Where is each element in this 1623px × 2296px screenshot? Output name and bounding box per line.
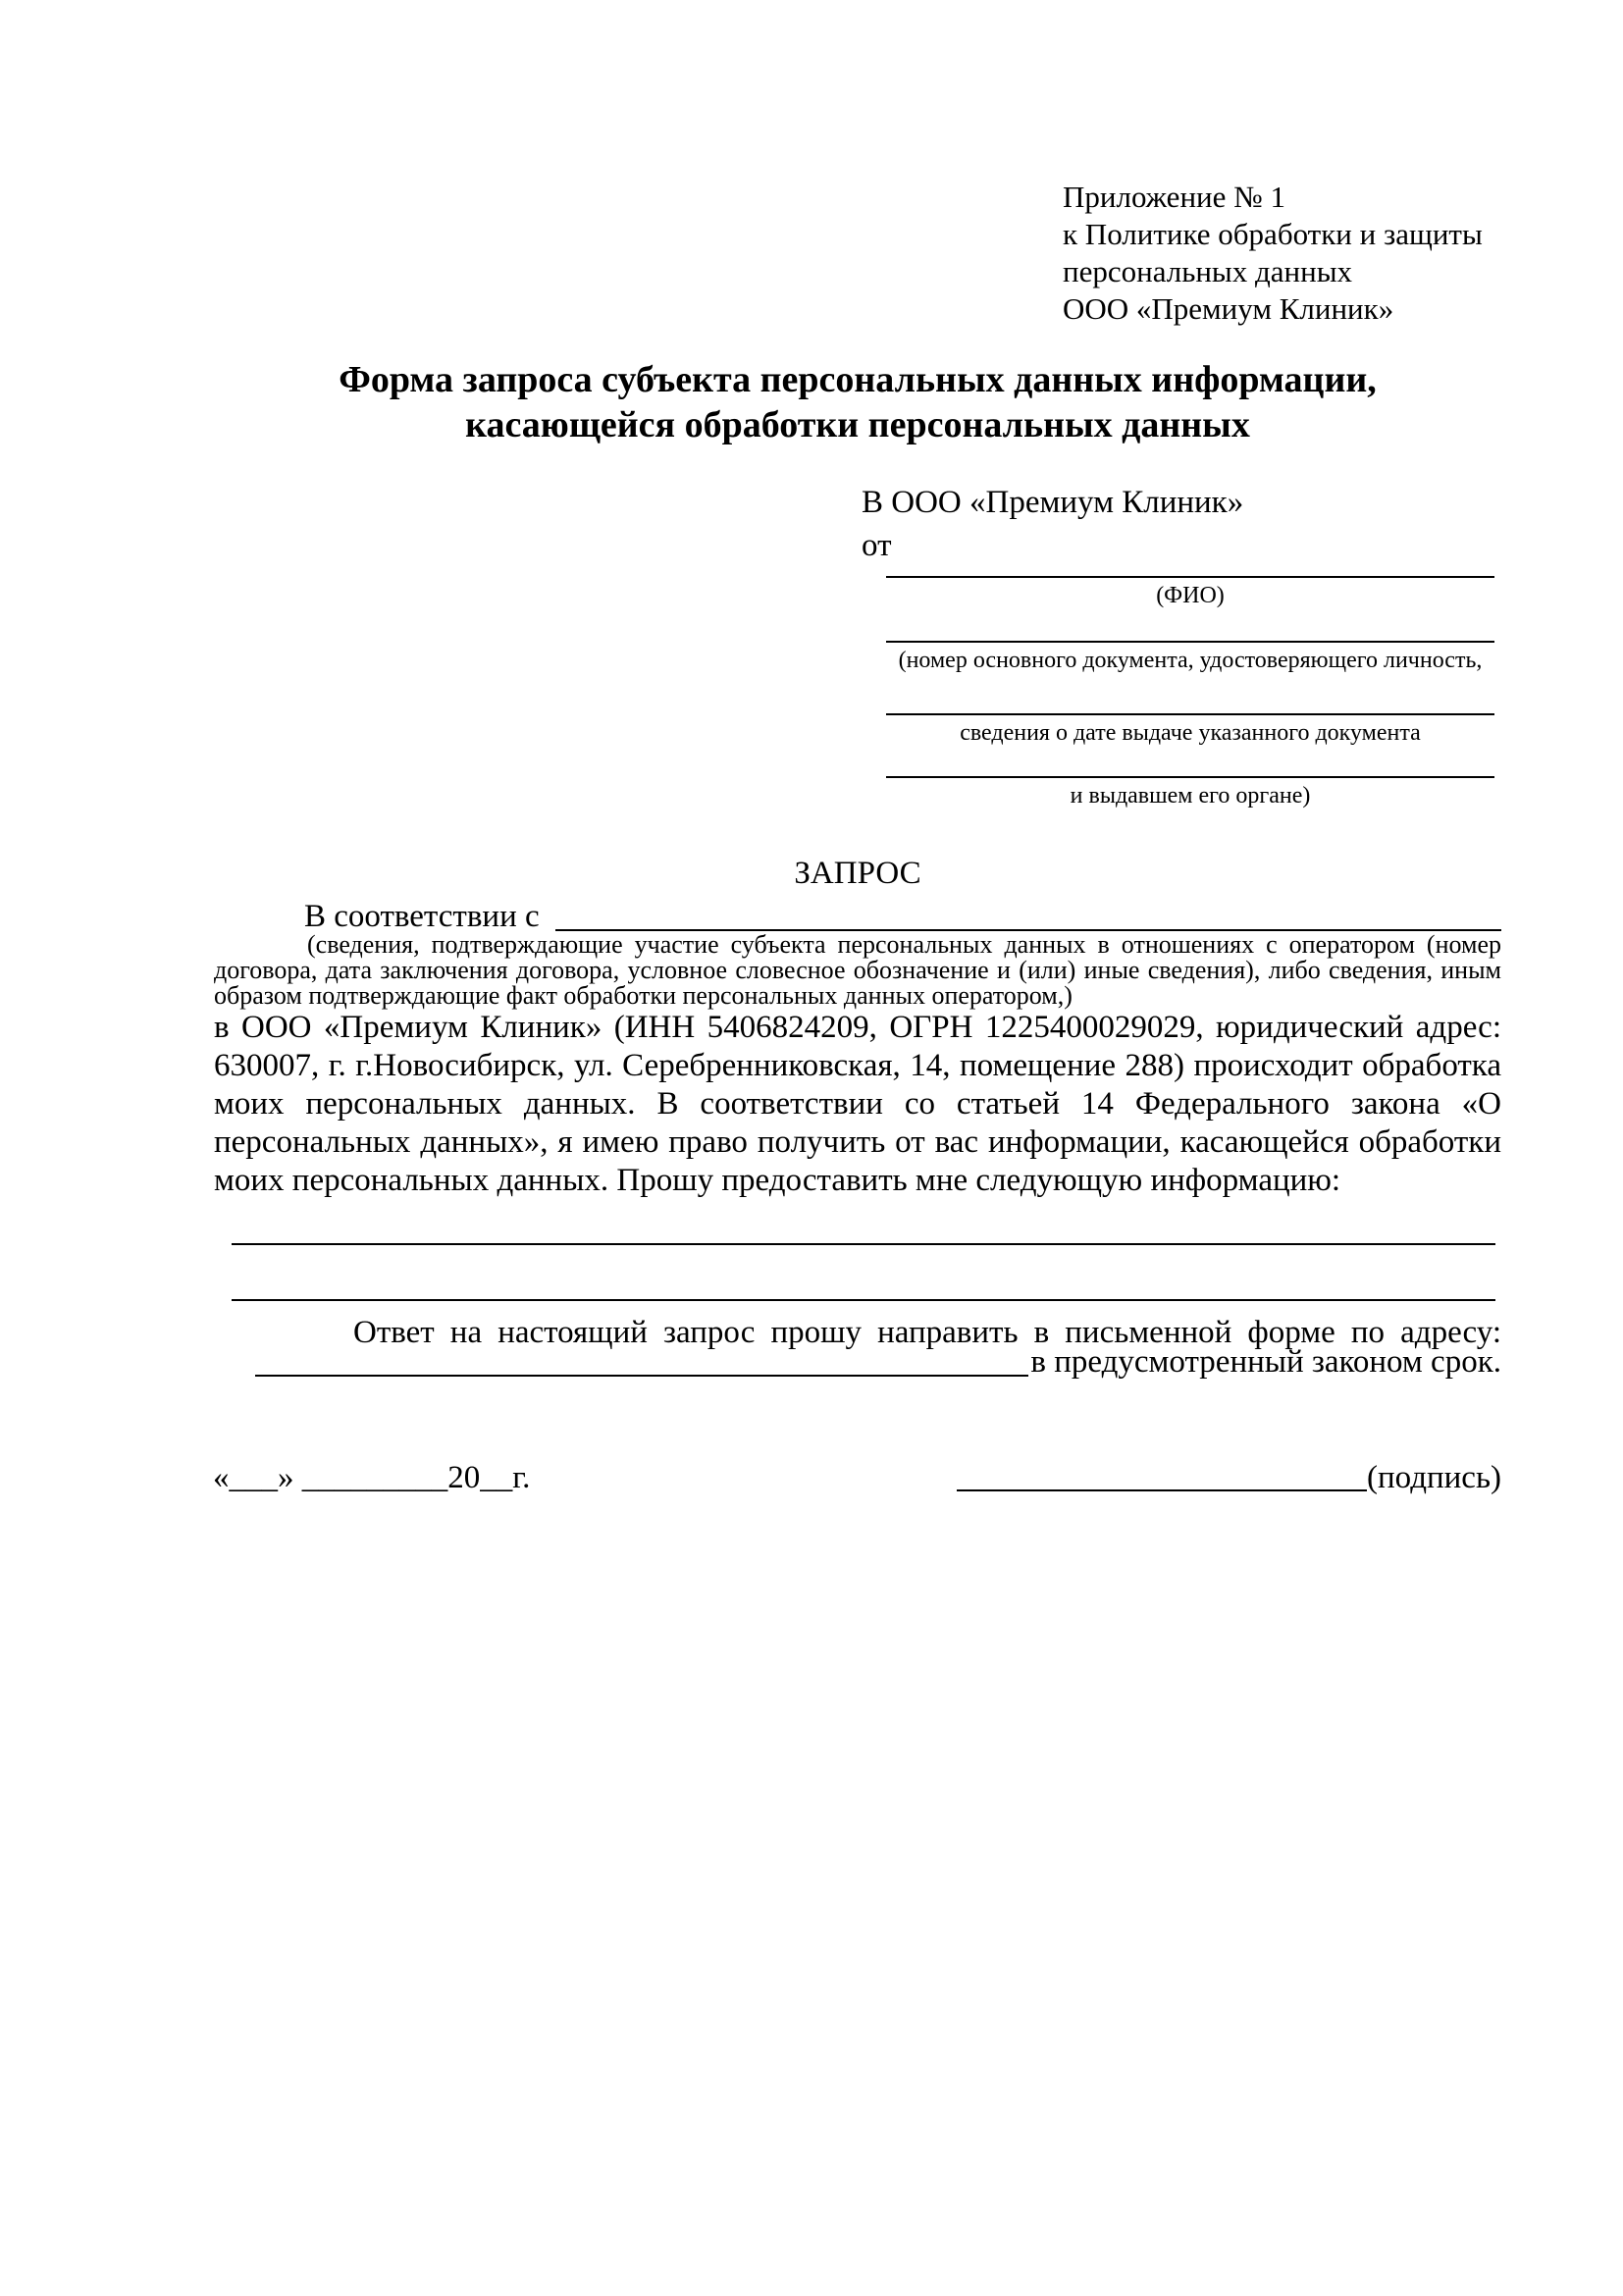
signature-caption: (подпись) [1367,1460,1501,1495]
issuing-authority-caption: и выдавшем его органе) [1070,783,1311,809]
reply-address-sentence: Ответ на настоящий запрос прошу направить в письменной форме по адресу: [353,1315,1501,1350]
document-number-caption: (номер основного документа, удостоверяющего личность, [898,648,1483,673]
fio-field [886,576,1494,610]
appendix-line: персональных данных [1063,254,1353,288]
fio-caption: (ФИО) [1156,583,1225,608]
appendix-line: Приложение № 1 [1063,180,1285,214]
answer-blank-line-2 [232,1299,1495,1301]
addressee-block [862,481,1499,567]
fine-print-note: (сведения, подтверждающие участие субъекта персональных данных в отношениях с оператором (номер договора, дата заключения договора, условное словесное обозначение и (или) иные сведения), либо сведения, иным образом подтверждающие факт обработки персональных данных оператором,) [214,930,1501,1010]
signature-blank-line [957,1489,1367,1491]
request-heading: ЗАПРОС [794,856,921,891]
request-body-paragraph: в ООО «Премиум Клиник» (ИНН 5406824209, ОГРН 1225400029029, юридический адрес: 630007, г. г.Новосибирск, ул. Серебренниковская, 14, помещение 288) происходит обработка моих персональных данных. В соответствии со статьей 14 Федерального закона «О персональных данных», я имею право получить от вас информации, касающейся обработки моих персональных данных. Прошу предоставить мне следующую информацию: [214,1010,1501,1198]
reply-address-blank-line [255,1375,1028,1377]
reply-term-text: в предусмотренный законом срок. [1030,1344,1501,1380]
appendix-reference [1063,179,1514,328]
date-signature-row [213,1458,1501,1497]
issuing-authority-field [886,776,1494,810]
appendix-line: ООО «Премиум Клиник» [1063,291,1394,326]
document-title [214,357,1501,447]
document-number-field [886,641,1494,675]
document-title-line: Форма запроса субъекта персональных данных информации, [339,359,1377,400]
addressee-to: В ООО «Премиум Клиник» [862,485,1244,520]
answer-blank-line-1 [232,1243,1495,1245]
document-title-line: касающейся обработки персональных данных [465,404,1250,445]
accordance-label: В соответствии с [304,899,548,934]
issue-date-field [886,713,1494,748]
appendix-line: к Политике обработки и защиты [1063,217,1483,251]
reply-address-row [214,1342,1501,1382]
date-fill-in: «___» _________20__г. [213,1460,531,1495]
addressee-from-label: от [862,528,892,563]
issue-date-caption: сведения о дате выдаче указанного документа [960,720,1421,746]
